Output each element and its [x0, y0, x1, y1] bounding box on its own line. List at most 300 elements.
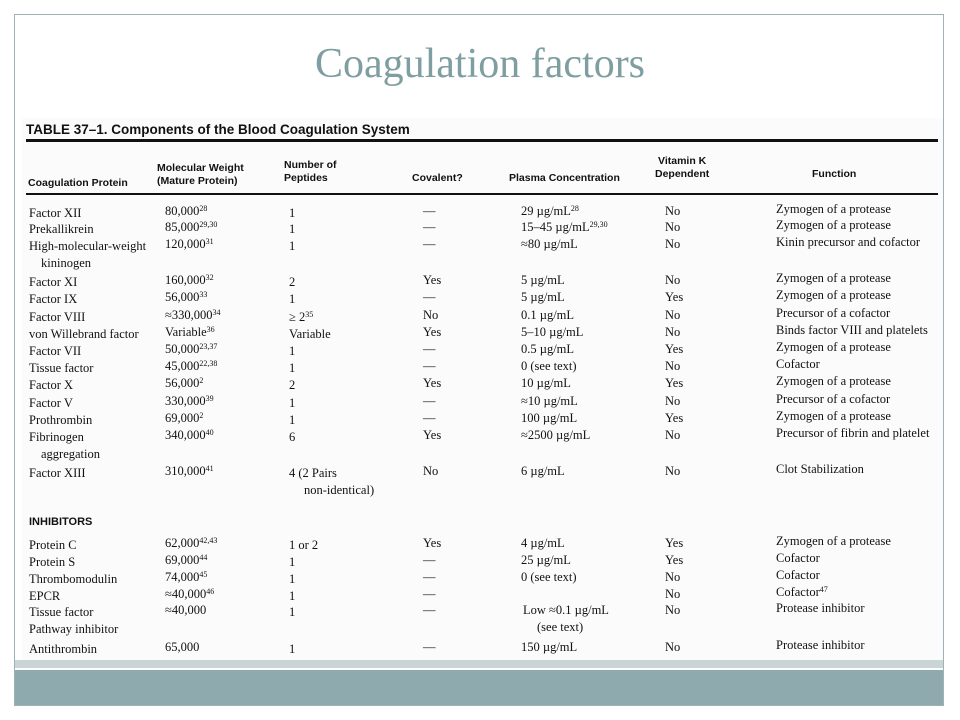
inhibitor-row-4-mw: [165, 603, 206, 617]
factor-row-4-function: [776, 288, 891, 302]
inhibitor-row-4-mw-text: ≈40,000: [165, 603, 207, 617]
factor-row-7-vitamin-k-text: Yes: [665, 342, 684, 356]
factor-row-2-mw-ref: 31: [205, 237, 214, 246]
footer-accent-line: [15, 660, 943, 668]
inhibitor-row-3-peptides-text: 1: [289, 589, 296, 603]
factor-row-2-protein: [29, 239, 146, 253]
factor-row-1-protein-text: Prekallikrein: [29, 222, 94, 236]
factor-row-11-vitamin-k: [665, 411, 683, 425]
factor-row-3-covalent: [423, 273, 441, 287]
factor-row-11-mw-ref: 2: [199, 411, 204, 420]
factor-row-10-peptides: [289, 396, 295, 410]
factor-row-11-vitamin-k-text: Yes: [665, 411, 684, 425]
factor-row-3-concentration-text: 5 µg/mL: [521, 273, 565, 287]
factor-row-5-covalent: [423, 308, 438, 322]
factor-row-13-covalent: [423, 464, 438, 478]
factor-row-2-covalent-text: —: [423, 237, 436, 251]
inhibitor-row-3-mw: [165, 587, 214, 601]
inhibitor-row-1-protein: [29, 555, 75, 569]
factor-row-9-mw-text: 56,000: [165, 376, 200, 390]
inhibitor-row-1-mw: [165, 553, 207, 567]
factor-row-3-vitamin-k-text: No: [665, 273, 681, 287]
factor-row-4-covalent-text: —: [423, 290, 436, 304]
inhibitor-row-3-mw-ref: 46: [206, 587, 215, 596]
factor-row-11-function-text: Zymogen of a protease: [776, 409, 891, 423]
factor-row-2-function-text: Kinin precursor and cofactor: [776, 235, 921, 249]
factor-row-5-peptides: [289, 310, 313, 324]
factor-row-11-protein: [29, 413, 92, 427]
factor-row-1-concentration: [521, 220, 608, 234]
inhibitor-row-5-vitamin-k-text: No: [665, 640, 681, 654]
factor-row-4-covalent: [423, 290, 436, 304]
factor-row-0-mw: [165, 204, 207, 218]
factor-row-13-function-text: Clot Stabilization: [776, 462, 864, 476]
factor-row-2-protein-line2-text: kininogen: [41, 256, 91, 270]
factor-row-7-peptides: [289, 344, 295, 358]
factor-row-6-covalent-text: Yes: [423, 325, 442, 339]
factor-row-12-concentration-text: ≈2500 µg/mL: [521, 428, 591, 442]
factor-row-6-mw-ref: 36: [206, 325, 215, 334]
factor-row-9-covalent: [423, 376, 441, 390]
factor-row-3-peptides: [289, 275, 295, 289]
factor-row-0-mw-ref: 28: [199, 204, 208, 213]
factor-row-7-covalent-text: —: [423, 342, 436, 356]
factor-row-8-peptides-text: 1: [289, 361, 296, 375]
factor-row-3-mw: [165, 273, 214, 287]
header-rule: [26, 193, 938, 195]
factor-row-9-function-text: Zymogen of a protease: [776, 374, 891, 388]
inhibitor-row-3-covalent: [423, 587, 436, 601]
inhibitor-row-3-function-text: Cofactor: [776, 585, 820, 599]
factor-row-9-vitamin-k-text: Yes: [665, 376, 684, 390]
inhibitor-row-5-vitamin-k: [665, 640, 680, 654]
factor-row-11-covalent: [423, 411, 436, 425]
header-covalent: Covalent?: [412, 172, 463, 184]
header-mw: [157, 162, 244, 188]
factor-row-9-protein-text: Factor X: [29, 378, 74, 392]
factor-row-2-vitamin-k-text: No: [665, 237, 681, 251]
factor-row-12-peptides-text: 6: [289, 430, 296, 444]
factor-row-0-vitamin-k-text: No: [665, 204, 681, 218]
header-peptides-line2: Peptides: [284, 172, 328, 184]
inhibitor-row-4-concentration: [523, 603, 609, 617]
factor-row-5-protein: [29, 310, 85, 324]
factor-row-11-function: [776, 409, 891, 423]
factor-row-7-peptides-text: 1: [289, 344, 296, 358]
factor-row-12-vitamin-k: [665, 428, 680, 442]
factor-row-3-function: [776, 271, 891, 285]
factor-row-8-function: [776, 357, 820, 371]
factor-row-2-function: [776, 235, 920, 249]
factor-row-8-concentration-text: 0 (see text): [521, 359, 577, 373]
inhibitor-row-5-peptides-text: 1: [289, 642, 296, 656]
factor-row-10-vitamin-k-text: No: [665, 394, 681, 408]
inhibitor-row-2-mw-text: 74,000: [165, 570, 200, 584]
inhibitor-row-4-vitamin-k: [665, 603, 680, 617]
factor-row-5-covalent-text: No: [423, 308, 439, 322]
inhibitor-row-5-function-text: Protease inhibitor: [776, 638, 865, 652]
inhibitor-row-5-covalent-text: —: [423, 640, 436, 654]
factor-row-11-peptides-text: 1: [289, 413, 296, 427]
inhibitor-row-2-peptides-text: 1: [289, 572, 296, 586]
factor-row-2-mw: [165, 237, 214, 251]
factor-row-7-vitamin-k: [665, 342, 683, 356]
factor-row-10-mw-text: 330,000: [165, 394, 206, 408]
factor-row-12-protein: [29, 430, 84, 444]
factor-row-1-protein: [29, 222, 94, 236]
header-function: Function: [812, 168, 857, 180]
factor-row-6-function: [776, 323, 928, 337]
inhibitor-row-2-function-text: Cofactor: [776, 568, 820, 582]
factor-row-2-covalent: [423, 237, 436, 251]
factor-row-7-mw: [165, 342, 217, 356]
factor-row-8-vitamin-k-text: No: [665, 359, 681, 373]
factor-row-0-mw-text: 80,000: [165, 204, 200, 218]
factor-row-0-covalent-text: —: [423, 204, 436, 218]
factor-row-1-function-text: Zymogen of a protease: [776, 218, 891, 232]
factor-row-12-protein-line2-text: aggregation: [41, 447, 101, 461]
inhibitor-row-2-vitamin-k-text: No: [665, 570, 681, 584]
factor-row-1-peptides-text: 1: [289, 222, 296, 236]
factor-row-12-covalent-text: Yes: [423, 428, 442, 442]
factor-row-1-peptides: [289, 222, 295, 236]
table-caption: TABLE 37–1. Components of the Blood Coagulation System: [26, 122, 410, 137]
factor-row-2-peptides: [289, 239, 295, 253]
factor-row-11-peptides: [289, 413, 295, 427]
factor-row-12-function: [776, 426, 929, 440]
inhibitor-row-3-vitamin-k-text: No: [665, 587, 681, 601]
factor-row-2-concentration-text: ≈80 µg/mL: [521, 237, 578, 251]
factor-row-9-concentration-text: 10 µg/mL: [521, 376, 571, 390]
factor-row-7-concentration: [521, 342, 574, 356]
inhibitor-row-2-covalent-text: —: [423, 570, 436, 584]
factor-row-5-peptides-text: ≥ 2: [289, 310, 306, 324]
inhibitor-row-0-protein: [29, 538, 77, 552]
factor-row-3-concentration: [521, 273, 565, 287]
factor-row-11-mw-text: 69,000: [165, 411, 200, 425]
factor-row-10-function: [776, 392, 890, 406]
inhibitor-row-2-concentration: [521, 570, 577, 584]
factor-row-9-peptides: [289, 378, 295, 392]
inhibitor-row-4-concentration-line2: [537, 620, 583, 634]
inhibitor-row-5-protein-text: Antithrombin: [29, 642, 98, 656]
factor-row-13-peptides-line2: [304, 483, 374, 497]
factor-row-4-vitamin-k-text: Yes: [665, 290, 684, 304]
inhibitor-row-0-function: [776, 534, 891, 548]
factor-row-5-vitamin-k-text: No: [665, 308, 681, 322]
inhibitor-row-3-protein: [29, 589, 60, 603]
factor-row-10-vitamin-k: [665, 394, 680, 408]
factor-row-0-protein-text: Factor XII: [29, 206, 82, 220]
inhibitor-row-3-mw-text: ≈40,000: [165, 587, 207, 601]
inhibitor-row-2-mw: [165, 570, 207, 584]
factor-row-8-peptides: [289, 361, 295, 375]
factor-row-6-concentration-text: 5–10 µg/mL: [521, 325, 584, 339]
factor-row-8-covalent-text: —: [423, 359, 436, 373]
factor-row-7-protein: [29, 344, 81, 358]
inhibitor-row-0-protein-text: Protein C: [29, 538, 77, 552]
factor-row-10-protein: [29, 396, 73, 410]
factor-row-10-covalent: [423, 394, 436, 408]
factor-row-1-mw-ref: 29,30: [199, 220, 218, 229]
factor-row-3-protein-text: Factor XI: [29, 275, 78, 289]
factor-row-8-vitamin-k: [665, 359, 680, 373]
inhibitor-row-4-protein: [29, 605, 93, 619]
header-concentration: Plasma Concentration: [509, 172, 620, 184]
inhibitor-row-2-vitamin-k: [665, 570, 680, 584]
factor-row-0-peptides: [289, 206, 295, 220]
inhibitor-row-1-peptides-text: 1: [289, 555, 296, 569]
factor-row-5-mw-text: ≈330,000: [165, 308, 213, 322]
factor-row-9-mw: [165, 376, 203, 390]
factor-row-13-concentration: [521, 464, 565, 478]
factor-row-8-mw-ref: 22,38: [199, 359, 218, 368]
factor-row-1-concentration-text: 15–45 µg/mL: [521, 220, 590, 234]
inhibitor-row-0-concentration: [521, 536, 565, 550]
factor-row-10-function-text: Precursor of a cofactor: [776, 392, 891, 406]
factor-row-13-peptides: [289, 466, 337, 480]
inhibitor-row-0-covalent-text: Yes: [423, 536, 442, 550]
footer-bar: [15, 670, 943, 705]
factor-row-7-function-text: Zymogen of a protease: [776, 340, 891, 354]
factor-row-10-concentration-text: ≈10 µg/mL: [521, 394, 578, 408]
factor-row-13-peptides-text: 4 (2 Pairs: [289, 466, 337, 480]
factor-row-0-protein: [29, 206, 81, 220]
factor-row-6-vitamin-k-text: No: [665, 325, 681, 339]
table-top-rule: [26, 139, 938, 142]
header-mw-line1: Molecular Weight: [157, 162, 244, 174]
inhibitor-row-4-protein-line2: [29, 622, 118, 636]
inhibitor-row-0-covalent: [423, 536, 441, 550]
factor-row-4-concentration-text: 5 µg/mL: [521, 290, 565, 304]
factor-row-9-concentration: [521, 376, 571, 390]
factor-row-10-mw: [165, 394, 214, 408]
factor-row-0-vitamin-k: [665, 204, 680, 218]
factor-row-6-mw: [165, 325, 215, 339]
factor-row-6-peptides: [289, 327, 331, 341]
factor-row-8-protein: [29, 361, 93, 375]
factor-row-13-mw-text: 310,000: [165, 464, 206, 478]
factor-row-9-peptides-text: 2: [289, 378, 296, 392]
factor-row-7-function: [776, 340, 891, 354]
inhibitor-row-4-concentration-line2-text: (see text): [537, 620, 584, 634]
factor-row-3-protein: [29, 275, 77, 289]
factor-row-4-concentration: [521, 290, 565, 304]
factor-row-1-covalent: [423, 220, 436, 234]
factor-row-0-function: [776, 202, 891, 216]
inhibitor-row-3-vitamin-k: [665, 587, 680, 601]
factor-row-6-protein: [29, 327, 139, 341]
factor-row-4-peptides-text: 1: [289, 292, 296, 306]
factor-row-13-mw-ref: 41: [205, 464, 214, 473]
inhibitor-row-0-vitamin-k: [665, 536, 683, 550]
inhibitor-row-2-covalent: [423, 570, 436, 584]
factor-row-12-vitamin-k-text: No: [665, 428, 681, 442]
factor-row-3-mw-text: 160,000: [165, 273, 206, 287]
inhibitor-row-4-protein-line2-text: Pathway inhibitor: [29, 622, 119, 636]
factor-row-0-concentration-text: 29 µg/mL: [521, 204, 571, 218]
factor-row-1-mw: [165, 220, 217, 234]
factor-row-9-protein: [29, 378, 73, 392]
factor-row-4-protein-text: Factor IX: [29, 292, 78, 306]
inhibitor-row-1-concentration-text: 25 µg/mL: [521, 553, 571, 567]
factor-row-0-covalent: [423, 204, 436, 218]
factor-row-0-peptides-text: 1: [289, 206, 296, 220]
inhibitor-row-2-mw-ref: 45: [199, 570, 208, 579]
inhibitor-row-5-function: [776, 638, 865, 652]
header-peptides: [284, 159, 337, 185]
inhibitor-row-0-mw-text: 62,000: [165, 536, 200, 550]
inhibitor-row-0-mw-ref: 42,43: [199, 536, 218, 545]
factor-row-0-function-text: Zymogen of a protease: [776, 202, 891, 216]
factor-row-2-protein-text: High-molecular-weight: [29, 239, 147, 253]
factor-row-13-covalent-text: No: [423, 464, 439, 478]
factor-row-4-mw-ref: 33: [199, 290, 208, 299]
inhibitor-row-0-peptides-text: 1 or 2: [289, 538, 319, 552]
factor-row-12-mw-text: 340,000: [165, 428, 206, 442]
inhibitor-row-5-covalent: [423, 640, 436, 654]
header-vitk-line2: Dependent: [655, 168, 710, 180]
factor-row-6-function-text: Binds factor VIII and platelets: [776, 323, 928, 337]
inhibitor-row-5-concentration-text: 150 µg/mL: [521, 640, 578, 654]
factor-row-10-covalent-text: —: [423, 394, 436, 408]
inhibitor-row-4-function: [776, 601, 865, 615]
factor-row-4-function-text: Zymogen of a protease: [776, 288, 891, 302]
factor-row-9-mw-ref: 2: [199, 376, 204, 385]
inhibitors-heading: INHIBITORS: [29, 516, 93, 528]
inhibitor-row-1-vitamin-k: [665, 553, 683, 567]
slide-title: Coagulation factors: [314, 41, 646, 87]
factor-row-6-protein-text: von Willebrand factor: [29, 327, 139, 341]
factor-row-2-vitamin-k: [665, 237, 680, 251]
factor-row-12-mw: [165, 428, 214, 442]
factor-row-4-mw: [165, 290, 207, 304]
inhibitor-row-5-peptides: [289, 642, 295, 656]
inhibitor-row-2-peptides: [289, 572, 295, 586]
factor-row-1-vitamin-k-text: No: [665, 220, 681, 234]
factor-row-8-mw: [165, 359, 217, 373]
inhibitor-row-1-covalent-text: —: [423, 553, 436, 567]
factor-row-1-mw-text: 85,000: [165, 220, 200, 234]
factor-row-5-peptides-ref: 35: [305, 310, 314, 319]
factor-row-12-covalent: [423, 428, 441, 442]
factor-row-2-concentration: [521, 237, 578, 251]
factor-row-12-protein-line2: [41, 447, 100, 461]
inhibitor-row-2-protein: [29, 572, 117, 586]
factor-row-1-vitamin-k: [665, 220, 680, 234]
inhibitor-row-4-peptides: [289, 605, 295, 619]
factor-row-5-mw: [165, 308, 221, 322]
factor-row-2-mw-text: 120,000: [165, 237, 206, 251]
header-vitk: [655, 155, 709, 181]
inhibitor-row-1-vitamin-k-text: Yes: [665, 553, 684, 567]
factor-row-5-function-text: Precursor of a cofactor: [776, 306, 891, 320]
factor-row-5-function: [776, 306, 890, 320]
inhibitor-row-2-protein-text: Thrombomodulin: [29, 572, 118, 586]
factor-row-12-mw-ref: 40: [205, 428, 214, 437]
factor-row-11-concentration: [521, 411, 577, 425]
factor-row-8-protein-text: Tissue factor: [29, 361, 94, 375]
inhibitor-row-1-function: [776, 551, 820, 565]
factor-row-0-concentration-ref: 28: [570, 204, 579, 213]
factor-row-5-concentration-text: 0.1 µg/mL: [521, 308, 575, 322]
inhibitor-row-4-protein-text: Tissue factor: [29, 605, 94, 619]
inhibitor-row-4-function-text: Protease inhibitor: [776, 601, 865, 615]
factor-row-5-protein-text: Factor VIII: [29, 310, 86, 324]
factor-row-10-protein-text: Factor V: [29, 396, 73, 410]
factor-row-4-vitamin-k: [665, 290, 683, 304]
header-mw-line2: (Mature Protein): [157, 175, 238, 187]
inhibitor-row-0-mw: [165, 536, 217, 550]
factor-row-7-protein-text: Factor VII: [29, 344, 82, 358]
factor-row-13-mw: [165, 464, 214, 478]
factor-row-12-protein-text: Fibrinogen: [29, 430, 84, 444]
inhibitor-row-1-peptides: [289, 555, 295, 569]
inhibitor-row-2-function: [776, 568, 820, 582]
factor-row-12-concentration: [521, 428, 590, 442]
header-peptides-line1: Number of: [284, 159, 337, 171]
factor-row-12-function-text: Precursor of fibrin and platelet: [776, 426, 930, 440]
inhibitor-row-4-covalent: [423, 603, 436, 617]
factor-row-6-mw-text: Variable: [165, 325, 207, 339]
factor-row-6-concentration: [521, 325, 583, 339]
factor-row-10-peptides-text: 1: [289, 396, 296, 410]
factor-row-7-covalent: [423, 342, 436, 356]
inhibitor-row-1-protein-text: Protein S: [29, 555, 76, 569]
header-vitk-line1: Vitamin K: [658, 155, 707, 167]
factor-row-6-vitamin-k: [665, 325, 680, 339]
inhibitor-row-4-concentration-text: Low ≈0.1 µg/mL: [523, 603, 609, 617]
inhibitor-row-1-concentration: [521, 553, 571, 567]
factor-row-3-covalent-text: Yes: [423, 273, 442, 287]
factor-row-3-peptides-text: 2: [289, 275, 296, 289]
inhibitor-row-0-vitamin-k-text: Yes: [665, 536, 684, 550]
factor-row-8-function-text: Cofactor: [776, 357, 820, 371]
inhibitor-row-3-peptides: [289, 589, 295, 603]
factor-row-4-protein: [29, 292, 77, 306]
inhibitor-row-1-function-text: Cofactor: [776, 551, 820, 565]
factor-row-13-vitamin-k-text: No: [665, 464, 681, 478]
factor-row-5-mw-ref: 34: [212, 308, 221, 317]
factor-row-13-vitamin-k: [665, 464, 680, 478]
inhibitor-row-3-function: [776, 585, 828, 599]
inhibitor-row-5-mw: [165, 640, 199, 654]
inhibitor-row-4-vitamin-k-text: No: [665, 603, 681, 617]
factor-row-13-concentration-text: 6 µg/mL: [521, 464, 565, 478]
factor-row-0-concentration: [521, 204, 579, 218]
inhibitor-row-1-mw-ref: 44: [199, 553, 208, 562]
factor-row-10-mw-ref: 39: [205, 394, 214, 403]
factor-row-13-protein-text: Factor XIII: [29, 466, 86, 480]
factor-row-6-covalent: [423, 325, 441, 339]
factor-row-7-mw-ref: 23,37: [199, 342, 218, 351]
inhibitor-row-5-mw-text: 65,000: [165, 640, 200, 654]
inhibitor-row-0-concentration-text: 4 µg/mL: [521, 536, 565, 550]
factor-row-3-mw-ref: 32: [205, 273, 214, 282]
factor-row-4-peptides: [289, 292, 295, 306]
factor-row-9-covalent-text: Yes: [423, 376, 442, 390]
header-protein: Coagulation Protein: [28, 177, 128, 189]
factor-row-8-mw-text: 45,000: [165, 359, 200, 373]
inhibitor-row-1-mw-text: 69,000: [165, 553, 200, 567]
factor-row-1-concentration-ref: 29,30: [589, 220, 608, 229]
factor-row-7-concentration-text: 0.5 µg/mL: [521, 342, 575, 356]
inhibitor-row-5-concentration: [521, 640, 577, 654]
inhibitor-row-5-protein: [29, 642, 97, 656]
factor-row-9-vitamin-k: [665, 376, 683, 390]
factor-row-1-function: [776, 218, 891, 232]
inhibitor-row-3-covalent-text: —: [423, 587, 436, 601]
